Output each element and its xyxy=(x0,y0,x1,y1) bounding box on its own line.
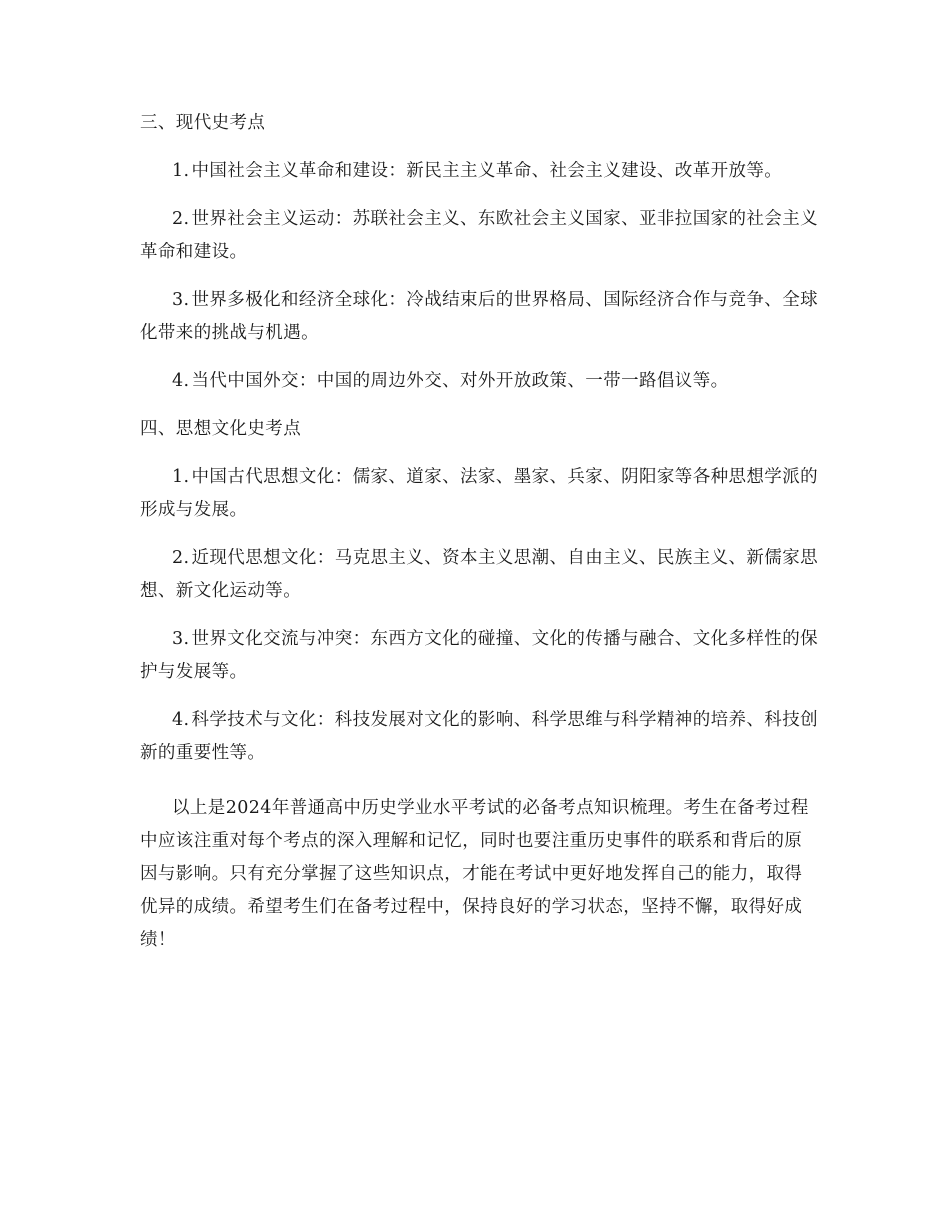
summary-paragraph: 以上是2024年普通高中历史学业水平考试的必备考点知识梳理。考生在备考过程中应该注重对每个考点的深入理解和记忆，同时也要注重历史事件的联系和背后的原因与影响。只有充分掌握了这些知识点，才能在考试中更好地发挥自己的能力，取得优异的成绩。希望考生们在备考过程中，保持良好的学习状态，坚持不懈，取得好成绩！ xyxy=(140,798,809,950)
section-cultural-history xyxy=(140,413,818,770)
section-modern-history xyxy=(140,107,818,398)
item-number: 3. xyxy=(172,290,190,310)
list-item xyxy=(140,155,818,188)
section-heading: 四、思想文化史考点 xyxy=(140,419,302,439)
document-body xyxy=(140,107,818,957)
section-heading: 三、现代史考点 xyxy=(140,113,266,133)
item-number: 3. xyxy=(172,629,190,649)
list-item xyxy=(140,704,818,770)
list-item xyxy=(140,542,818,608)
list-item xyxy=(140,284,818,350)
item-text: 世界社会主义运动：苏联社会主义、东欧社会主义国家、亚非拉国家的社会主义革命和建设。 xyxy=(140,209,818,262)
item-text: 科学技术与文化：科技发展对文化的影响、科学思维与科学精神的培养、科技创新的重要性等。 xyxy=(140,710,818,763)
item-number: 1. xyxy=(172,161,190,181)
item-number: 1. xyxy=(172,467,190,487)
list-item xyxy=(140,623,818,689)
item-number: 2. xyxy=(172,548,190,568)
item-text: 世界文化交流与冲突：东西方文化的碰撞、文化的传播与融合、文化多样性的保护与发展等。 xyxy=(140,629,818,682)
item-text: 当代中国外交：中国的周边外交、对外开放政策、一带一路倡议等。 xyxy=(191,371,729,391)
list-item xyxy=(140,365,818,398)
item-number: 4. xyxy=(172,710,190,730)
item-number: 2. xyxy=(172,209,190,229)
item-text: 中国社会主义革命和建设：新民主主义革命、社会主义建设、改革开放等。 xyxy=(191,161,783,181)
list-item xyxy=(140,461,818,527)
item-text: 世界多极化和经济全球化：冷战结束后的世界格局、国际经济合作与竞争、全球化带来的挑战与机遇。 xyxy=(140,290,818,343)
item-number: 4. xyxy=(172,371,190,391)
item-text: 中国古代思想文化：儒家、道家、法家、墨家、兵家、阴阳家等各种思想学派的形成与发展。 xyxy=(140,467,818,520)
item-text: 近现代思想文化：马克思主义、资本主义思潮、自由主义、民族主义、新儒家思想、新文化运动等。 xyxy=(140,548,818,601)
list-item xyxy=(140,203,818,269)
